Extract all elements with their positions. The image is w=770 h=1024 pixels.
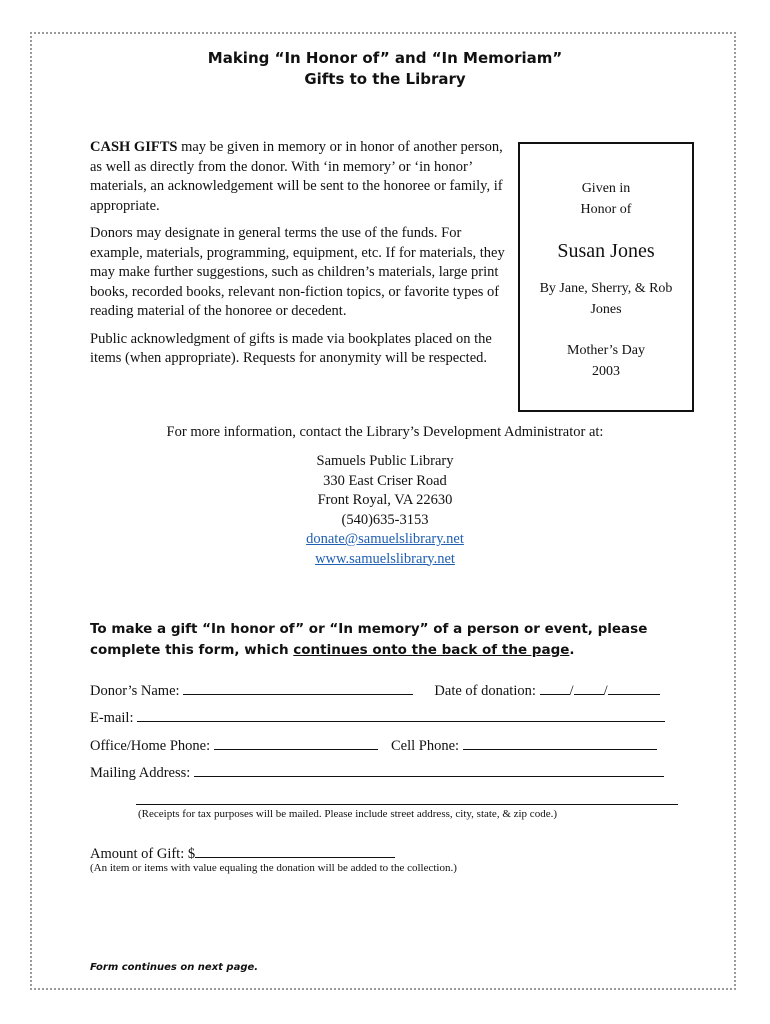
form-heading — [90, 619, 680, 661]
donor-name-field[interactable] — [183, 680, 413, 695]
email-row — [90, 707, 665, 727]
mailing-address-label: Mailing Address: — [90, 765, 191, 781]
contact-street: 330 East Criser Road — [323, 472, 447, 489]
date-separator-1: / — [569, 683, 574, 699]
title-line-1: Making “In Honor of” and “In Memoriam” — [207, 49, 563, 67]
form-heading-text: To make a gift “In honor of” or “In memory” of a person or event, please complete this form, which — [90, 621, 648, 658]
receipts-note: (Receipts for tax purposes will be mailed. Please include street address, city, state, & zip code.) — [138, 808, 557, 820]
cell-phone-field[interactable] — [463, 735, 657, 750]
phone-row — [90, 735, 657, 755]
donor-name-label: Donor’s Name: — [90, 683, 180, 699]
cash-gifts-label: CASH GIFTS — [90, 139, 178, 155]
website-link[interactable]: www.samuelslibrary.net — [315, 550, 455, 567]
form-heading-end: . — [569, 642, 575, 658]
bookplate-given-line-1: Given in — [581, 181, 631, 196]
intro-paragraph-3: Public acknowledgment of gifts is made via bookplates placed on the items (when appropriate). Requests for anonymity will be respected. — [90, 330, 492, 366]
mailing-row — [90, 762, 664, 782]
bookplate-year: 2003 — [592, 364, 620, 379]
amount-field[interactable] — [195, 843, 395, 858]
bookplate-occasion: Mother’s Day — [567, 343, 645, 358]
intro-text — [90, 138, 510, 377]
bookplate-sample — [518, 142, 694, 412]
date-separator-2: / — [603, 683, 608, 699]
contact-address — [0, 452, 770, 569]
date-year-field[interactable] — [608, 680, 660, 695]
bookplate-by-line-2: Jones — [590, 302, 622, 317]
email-label: E-mail: — [90, 710, 134, 726]
office-phone-label: Office/Home Phone: — [90, 738, 211, 754]
mailing-address-field[interactable] — [194, 762, 664, 777]
contact-org: Samuels Public Library — [316, 453, 454, 469]
intro-paragraph-2: Donors may designate in general terms the use of the funds. For example, materials, programming, equipment, etc. If for materials, they may make further suggestions, such as children’s materials, large print books, recorded books, relevant non-fiction topics, or favorite types of reading material of the honoree or decedent. — [90, 225, 505, 319]
contact-city: Front Royal, VA 22630 — [317, 492, 453, 508]
email-link[interactable]: donate@samuelslibrary.net — [306, 531, 464, 547]
bookplate-given-line-2: Honor of — [580, 202, 632, 217]
mailing-address-field-2[interactable] — [136, 790, 678, 805]
intro-paragraph-1-text: may be given in memory or in honor of another person, as well as directly from the donor. With ‘in memory’ or ‘in honor’ materials, an acknowledgement will be sent to the honoree or family, if appropriate. — [90, 139, 503, 214]
intro-paragraph-1 — [90, 138, 510, 216]
title-line-2: Gifts to the Library — [304, 70, 466, 88]
contact-intro: For more information, contact the Library’s Development Administrator at: — [166, 424, 604, 440]
date-month-field[interactable] — [540, 680, 570, 695]
amount-note: (An item or items with value equaling the donation will be added to the collection.) — [90, 862, 457, 874]
amount-label: Amount of Gift: $ — [90, 846, 196, 862]
amount-row — [90, 843, 395, 863]
date-label: Date of donation: — [434, 683, 536, 699]
donor-date-row — [90, 680, 660, 700]
footer-note: Form continues on next page. — [90, 962, 259, 973]
email-field[interactable] — [137, 707, 665, 722]
bookplate-by-line-1: By Jane, Sherry, & Rob — [539, 281, 673, 296]
bookplate-honoree-name: Susan Jones — [557, 240, 655, 262]
form-heading-underlined: continues onto the back of the page — [293, 642, 570, 658]
contact-phone: (540)635-3153 — [341, 511, 429, 528]
date-day-field[interactable] — [574, 680, 604, 695]
cell-phone-label: Cell Phone: — [391, 738, 460, 754]
office-phone-field[interactable] — [214, 735, 378, 750]
